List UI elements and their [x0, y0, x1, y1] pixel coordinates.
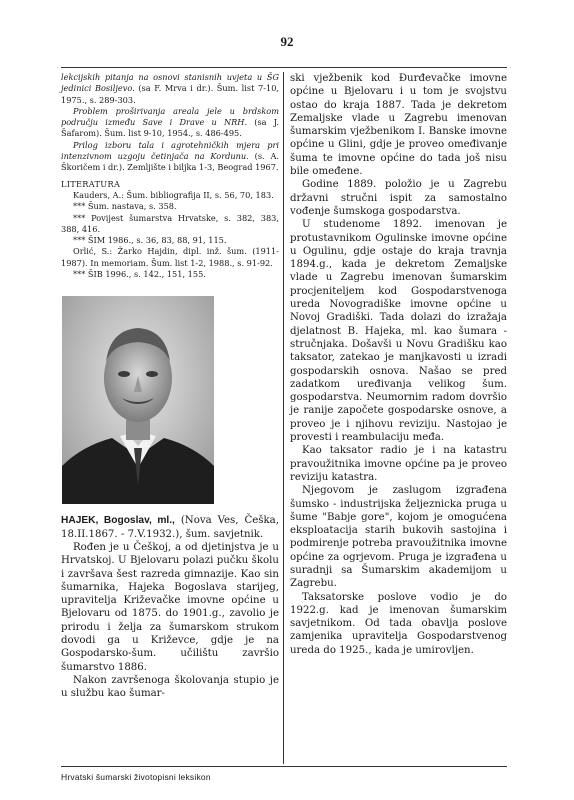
- entry-header-details: (Nova Ves, Češka, 18.II.1867. - 7.V.1932.), šum. savjetnik.: [61, 515, 279, 540]
- paragraph: Nakon završenoga školovanja stupio je u službu kao šumar-: [61, 674, 279, 700]
- left-column: [61, 72, 279, 701]
- ref-source: (s. A. Škoričem i dr.). Zemljište i biljka 1-3, Beograd 1967.: [61, 151, 279, 173]
- entry-header: [61, 514, 279, 541]
- paragraph: Njegovom je zaslugom izgrađena šumsko - industrijska željeznicka pruga u šume "Babje gore", kojom je omogućena eksploatacija starih bukovih sastojina i podmirenje potreba pravoužitnika imovne općine za ogrjevom. Pruga je izgrađena u suradnji sa Šumarskim akademijom u Zagrebu.: [290, 485, 507, 590]
- paragraph: Rođen je u Češkoj, a od djetinjstva je u Hrvatskoj. U Bjelovaru polazi pučku školu i završava šest razreda gimnazije. Kao sin šumarnika, Hajeka Bogoslava starijeg, upravitelja Križevačke imovne općine u Bjelovaru od 1875. do 1901.g., zavolio je prirodu i želja za šumarskom strukom dovodi ga u Križevce, gdje je na Gospodarsko-šum. učilištu završio šumarstvo 1886.: [61, 541, 279, 673]
- paragraph: U studenome 1892. imenovan je protustavnikom Ogulinske imovne općine u Ogulinu, gdje ostaje do kraja travnja 1894.g., kada je dekretom Zemaljske vlade u Zagrebu imenovan šumarskim procjeniteljem kod Gospodarstvenoga ureda Novogradiške imovne općine u Novoj Gradiški. Tada dolazi do izražaja djelatnost B. Hajeka, ml. kao šumara - stručnjaka. Došavši u Novu Gradišku kao taksator, zatekao je manjkavosti u izradi gospodarskih osnova. Našao se pred zadatkom uređivanja velikog šum. gospodarstva. Neumornim radom dovršio je ranije započete gospodarske osnove, a proveo je i njihovu reviziju. Nastojao je provesti i reambulaciju međa.: [290, 219, 507, 444]
- entry-text-right: [290, 72, 507, 657]
- literature-item: Orlić, S.: Žarko Hajdin, dipl. inž. šum. (1911-1987). In memoriam. Šum. list 1-2, 1988., s. 91-92.: [61, 246, 279, 268]
- ref-title: Problem proširivanja areala jele u brdskom području između Save i Drave u NRH.: [61, 105, 279, 128]
- ref-title: lekcijskih pitanja na osnovi stanisnih uvjeta u ŠG jedinici Bosiljevo.: [61, 72, 279, 94]
- column-divider: [283, 72, 284, 764]
- ref-source: (sa F. Mrva i dr.). Šum. list 7-10, 1975., s. 289-303.: [61, 83, 280, 105]
- right-column: [290, 72, 507, 657]
- literature-heading: LITERATURA: [61, 178, 121, 189]
- references-block: [61, 72, 279, 174]
- entry-text-left: [61, 514, 279, 700]
- portrait-photo: [62, 296, 214, 504]
- literature-item: Kauders, A.: Šum. bibliografija II, s. 56, 70, 183.: [73, 189, 274, 200]
- ref-title: Prilog izboru tala i agrotehničkih mjera pri intenzivnom uzgoju četinjača na Kordunu.: [61, 139, 279, 162]
- paragraph: Taksatorske poslove vodio je do 1922.g. kad je imenovan šumarskim savjetnikom. Od tada obavlja poslove zamjenika upravitelja Gospodarstvenog ureda do 1925., kada je umirovljen.: [290, 591, 507, 656]
- footer-title: Hrvatski šumarski životopisni leksikon: [61, 772, 211, 782]
- entry-name: HAJEK, Bogoslav, ml.,: [61, 515, 175, 527]
- literature-item: *** Povijest šumarstva Hrvatske, s. 382, 383, 388, 416.: [61, 212, 279, 234]
- bottom-rule: [61, 766, 507, 767]
- paragraph: ski vježbenik kod Đurđevačke imovne općine u Bjelovaru i u tom je svojstvu ostao do kraja 1887. Tada je dekretom Zemaljske vlade u Zagrebu imenovan šumarskim vježbenikom I. Banske imovne općine u Glini, gdje je proveo omeđivanje šuma te imovne općine do tada još nisu bile omeđene.: [290, 73, 507, 178]
- paragraph: Godine 1889. položio je u Zagrebu državni stručni ispit za samostalno vođenje šumskoga gospodarstva.: [290, 179, 507, 217]
- top-rule: [61, 67, 507, 68]
- literature-item: *** ŠIM 1986., s. 36, 83, 88, 91, 115.: [73, 235, 227, 246]
- portrait-image: [62, 296, 214, 504]
- literature-item: *** Šum. nastava, s. 358.: [73, 201, 177, 212]
- literature-item: *** ŠIB 1996., s. 142., 151, 155.: [73, 269, 206, 280]
- page-number: 92: [280, 34, 294, 49]
- paragraph: Kao taksator radio je i na katastru pravoužitnika imovne općine pa je proveo reviziju katastra.: [290, 445, 507, 483]
- ref-source: (sa J. Šafarom). Šum. list 9-10, 1954., s. 486-495.: [61, 117, 280, 139]
- literature-list: [61, 190, 279, 280]
